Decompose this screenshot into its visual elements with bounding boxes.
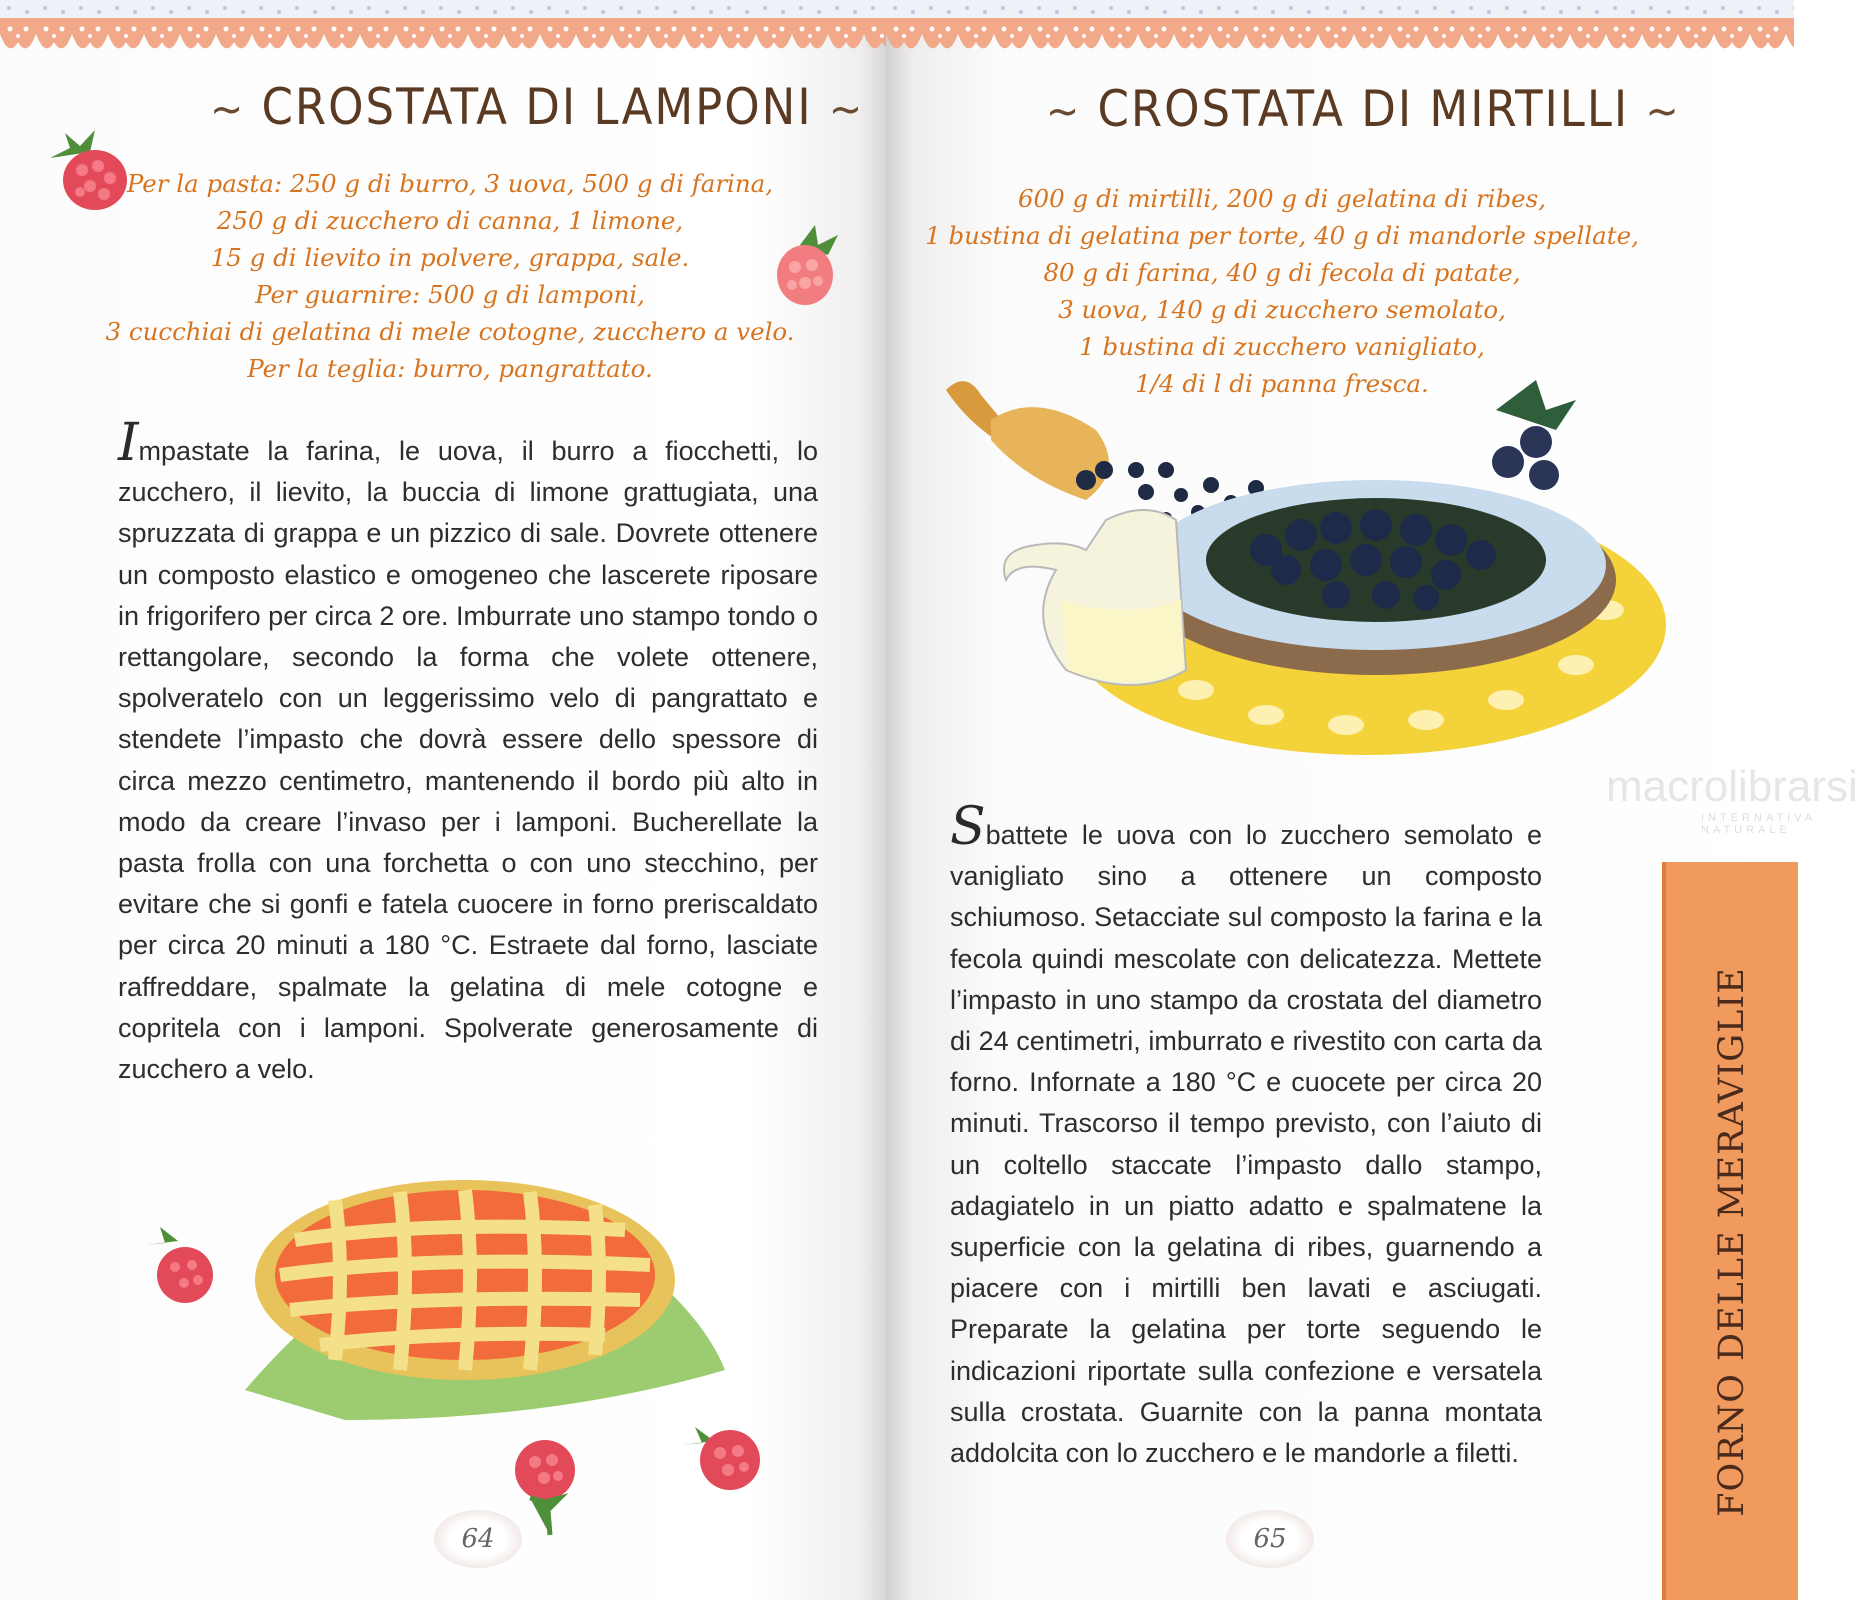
- ingredients-list-mirtilli: [922, 180, 1642, 402]
- ingredient-line: 80 g di farina, 40 g di fecola di patate,: [1043, 258, 1521, 287]
- chapter-label: FORNO DELLE MERAVIGLIE: [1712, 967, 1752, 1517]
- right-page: [886, 0, 1858, 1600]
- title-text: CROSTATA DI LAMPONI: [261, 78, 813, 136]
- drop-cap: S: [950, 797, 986, 857]
- ingredient-line: 1 bustina di gelatina per torte, 40 g di mandorle spellate,: [925, 221, 1639, 250]
- title-swirl-right: ~: [1645, 86, 1681, 137]
- lattice-tart-illustration: [225, 1170, 725, 1430]
- lace-border-decoration: [0, 0, 886, 70]
- body-text: battete le uova con lo zucchero semolato e vanigliato sino a ottenere un composto schiumoso. Setacciate sul composto la farina e la fecola quindi mescolate con delicatezza. Mettete l’impasto in uno stampo da crostata del diametro di 24 centimetri, imburrato e rivestito con carta da forno. Infornate a 180 °C e cuocete per circa 20 minuti. Trascorso il tempo previsto, con l’aiuto di un coltello staccate l’impasto dallo stampo, adagiatelo in un piatto adatto e spalmatene la superficie con la gelatina di ribes, guarnendo a piacere con i mirtilli ben lavati e asciugati. Preparate la gelatina per torte seguendo le indicazioni riportate sulla confezione e versatela sulla crostata. Guarnite con la panna montata addolcita con lo zucchero e le mandorle a filetti.: [950, 820, 1542, 1469]
- recipe-body-lamponi: [118, 413, 818, 1090]
- drop-cap: I: [118, 413, 139, 473]
- title-swirl-left: ~: [210, 84, 246, 135]
- ingredient-line: 15 g di lievito in polvere, grappa, sale.: [210, 243, 690, 272]
- ingredient-line: 600 g di mirtilli, 200 g di gelatina di ribes,: [1017, 184, 1547, 213]
- lace-border-decoration: [886, 0, 1794, 70]
- blueberry-tart-illustration: [936, 370, 1716, 790]
- ingredients-list-lamponi: [100, 165, 800, 387]
- body-text: mpastate la farina, le uova, il burro a fiocchetti, lo zucchero, il lievito, la buccia di limone grattugiata, una spruzzata di grappa e un pizzico di sale. Dovrete ottenere un composto elastico e omogeneo che lascerete riposare in frigorifero per circa 2 ore. Imburrate uno stampo tondo o rettangolare, secondo la forma che volete ottenere, spolveratelo con un leggerissimo velo di pangrattato e stendete l’impasto che dovrà essere dello spessore di circa mezzo centimetro, mantenendo il bordo più alto in modo da creare l’invaso per i lamponi. Bucherellate la pasta frolla con una forchetta o con uno stecchino, per evitare che si gonfi e fatela cuocere in forno preriscaldato per circa 20 minuti a 180 °C. Estraete dal forno, lasciate raffreddare, spalmate la gelatina di mele cotogne e copritela con i lamponi. Spolverate generosamente di zucchero a velo.: [118, 436, 818, 1085]
- raspberry-illustration: [140, 1225, 220, 1315]
- watermark-text: macrolibrarsi: [1606, 762, 1858, 811]
- title-swirl-left: ~: [1046, 86, 1082, 137]
- ingredient-line: 3 cucchiai di gelatina di mele cotogne, zucchero a velo.: [105, 317, 795, 346]
- ingredient-line: 3 uova, 140 g di zucchero semolato,: [1058, 295, 1506, 324]
- raspberry-illustration: [680, 1415, 770, 1505]
- recipe-title-mirtilli: [1046, 80, 1681, 138]
- recipe-body-mirtilli: [950, 797, 1542, 1474]
- ingredient-line: 250 g di zucchero di canna, 1 limone,: [216, 206, 684, 235]
- ingredient-line: Per guarnire: 500 g di lamponi,: [255, 280, 645, 309]
- watermark-tagline: INTERNATIVA NATURALE: [1701, 812, 1816, 836]
- recipe-title-lamponi: [210, 78, 864, 136]
- ingredient-line: Per la teglia: burro, pangrattato.: [247, 354, 653, 383]
- page-number-right: 65: [1226, 1510, 1314, 1568]
- ingredient-line: 1/4 di l di panna fresca.: [1135, 369, 1429, 398]
- chapter-side-tab: [1662, 862, 1798, 1600]
- page-number-left: 64: [434, 1510, 522, 1568]
- left-page: [0, 0, 886, 1600]
- title-swirl-right: ~: [828, 84, 865, 135]
- title-text: CROSTATA DI MIRTILLI: [1097, 80, 1630, 138]
- ingredient-line: Per la pasta: 250 g di burro, 3 uova, 500 g di farina,: [126, 169, 774, 198]
- ingredient-line: 1 bustina di zucchero vanigliato,: [1079, 332, 1485, 361]
